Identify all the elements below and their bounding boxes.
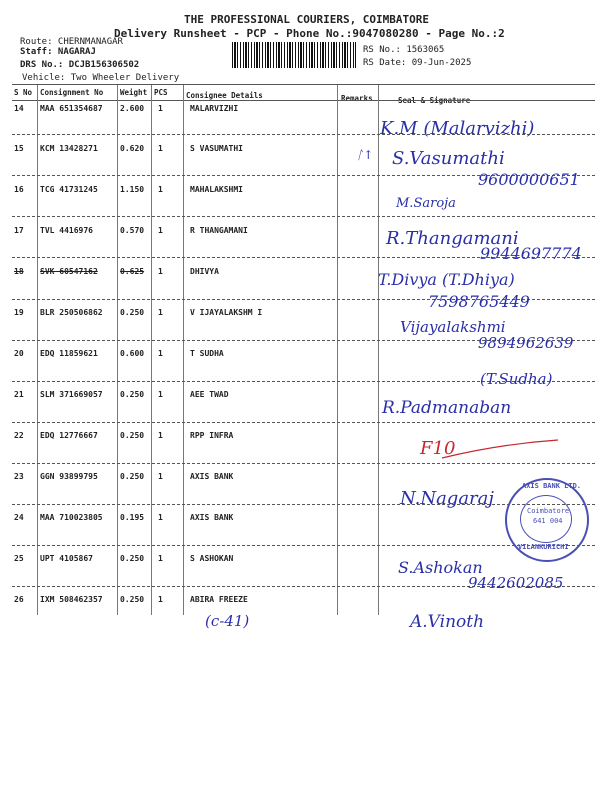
signature-row-14: K.M (Malarvizhi) (380, 118, 535, 139)
rs-number: RS No.: 1563065 (363, 45, 445, 55)
rs-date: RS Date: 09-Jun-2025 (363, 58, 472, 68)
row-consignment: MAA 651354687 (40, 104, 103, 113)
row-weight: 0.250 (120, 431, 145, 440)
row-consignment: UPT 4105867 (40, 554, 93, 563)
col-header-consignee: Consignee Details (186, 91, 263, 100)
col-header-sno: S No (14, 88, 33, 97)
row-pcs: 1 (158, 595, 163, 604)
row-rule (12, 422, 595, 423)
phone-row-25: 9442602085 (468, 574, 564, 592)
row-sno: 15 (14, 144, 24, 153)
row-pcs: 1 (158, 308, 163, 317)
signature-row-25: S.Ashokan (398, 558, 483, 577)
row-sno: 17 (14, 226, 24, 235)
col-divider (151, 85, 152, 615)
row-consignment: SLM 371669057 (40, 390, 103, 399)
signature-row-20: (T.Sudha) (480, 370, 553, 388)
red-pen-mark (440, 436, 560, 466)
note-row-26: (c-41) (205, 612, 250, 630)
stamp-line-3: 641 004 (533, 517, 563, 525)
row-pcs: 1 (158, 390, 163, 399)
row-weight: 1.150 (120, 185, 145, 194)
signature-row-17: R.Thangamani (386, 228, 519, 249)
row-weight: 0.620 (120, 144, 145, 153)
row-consignee: MAHALAKSHMI (190, 185, 243, 194)
stamp-line-4: VILANKURICHI (518, 543, 569, 551)
row-sno: 14 (14, 104, 24, 113)
row-pcs: 1 (158, 349, 163, 358)
stamp-line-1: AXIS BANK LTD. (522, 482, 582, 490)
stamp-line-2: Coimbatore (527, 507, 570, 515)
row-sno: 21 (14, 390, 24, 399)
row-weight: 0.250 (120, 390, 145, 399)
row-consignee: S ASHOKAN (190, 554, 234, 563)
signature-row-19: Vijayalakshmi (400, 318, 506, 336)
col-header-seal: Seal & Signature (398, 96, 471, 105)
col-header-pcs: PCS (154, 88, 168, 97)
col-divider (183, 85, 184, 615)
col-divider (117, 85, 118, 615)
row-weight: 0.250 (120, 595, 145, 604)
runsheet-title: Delivery Runsheet - PCP - Phone No.:9047080280 - Page No.:2 (114, 27, 505, 40)
route-label: Route: CHERNMANAGAR (20, 37, 123, 47)
row-consignee: R THANGAMANI (190, 226, 248, 235)
row-consignment: TVL 4416976 (40, 226, 93, 235)
signature-row-18: T.Divya (T.Dhiya) (378, 270, 515, 289)
row-weight: 0.570 (120, 226, 145, 235)
row-consignee: S VASUMATHI (190, 144, 243, 153)
row-consignee: AXIS BANK (190, 513, 234, 522)
row-consignee: ABIRA FREEZE (190, 595, 248, 604)
row-consignment: IXM 508462357 (40, 595, 103, 604)
row-pcs: 1 (158, 472, 163, 481)
row-pcs: 1 (158, 185, 163, 194)
row-consignee: T SUDHA (190, 349, 224, 358)
row-consignment: GGN 93899795 (40, 472, 98, 481)
row-consignment: MAA 710023805 (40, 513, 103, 522)
signature-row-21: R.Padmanaban (382, 398, 512, 418)
row-sno: 19 (14, 308, 24, 317)
row-pcs: 1 (158, 226, 163, 235)
phone-row-19: 9894962639 (478, 334, 574, 352)
remark-row-22: F10 (420, 438, 456, 459)
signature-row-23: N.Nagaraj (400, 488, 494, 509)
row-rule (12, 545, 595, 546)
company-title: THE PROFESSIONAL COURIERS, COIMBATORE (184, 13, 430, 26)
phone-row-17: 9944697774 (480, 244, 582, 263)
row-sno: 25 (14, 554, 24, 563)
table-header-rule (12, 100, 595, 101)
signature-row-16: M.Saroja (396, 196, 456, 211)
row-sno: 16 (14, 185, 24, 194)
row-sno: 18 (14, 267, 24, 276)
row-consignment: TCG 41731245 (40, 185, 98, 194)
phone-row-15: 9600000651 (478, 170, 580, 189)
row-pcs: 1 (158, 431, 163, 440)
staff-label: Staff: NAGARAJ (20, 47, 96, 57)
col-header-weight: Weight (120, 88, 148, 97)
row-consignment: EDQ 11859621 (40, 349, 98, 358)
row-pcs: 1 (158, 104, 163, 113)
remark-row-15: ᛚ↑ (356, 148, 374, 162)
col-header-consignment: Consignment No (40, 88, 104, 97)
row-weight: 0.625 (120, 267, 145, 276)
row-consignee: AXIS BANK (190, 472, 234, 481)
row-pcs: 1 (158, 554, 163, 563)
col-divider (337, 85, 338, 615)
signature-row-15: S.Vasumathi (392, 148, 505, 169)
row-consignment: EDQ 12776667 (40, 431, 98, 440)
row-consignee: AEE TWAD (190, 390, 229, 399)
row-pcs: 1 (158, 267, 163, 276)
row-sno: 26 (14, 595, 24, 604)
row-consignment: SVK 60547162 (40, 267, 98, 276)
col-header-remarks: Remarks (341, 94, 373, 103)
phone-row-18: 7598765449 (428, 292, 530, 311)
row-sno: 22 (14, 431, 24, 440)
row-weight: 0.600 (120, 349, 145, 358)
row-sno: 23 (14, 472, 24, 481)
row-weight: 0.250 (120, 472, 145, 481)
col-divider (378, 85, 379, 615)
table-top-rule (12, 84, 595, 85)
row-sno: 24 (14, 513, 24, 522)
drs-label: DRS No.: DCJB156306502 (20, 60, 140, 70)
row-consignee: MALARVIZHI (190, 104, 239, 113)
row-sno: 20 (14, 349, 24, 358)
barcode (232, 42, 356, 68)
row-weight: 2.600 (120, 104, 145, 113)
row-weight: 0.250 (120, 308, 145, 317)
signature-row-26: A.Vinoth (410, 612, 485, 632)
row-pcs: 1 (158, 144, 163, 153)
row-consignment: BLR 250506862 (40, 308, 103, 317)
row-pcs: 1 (158, 513, 163, 522)
col-divider (37, 85, 38, 615)
row-consignee: V IJAYALAKSHM I (190, 308, 263, 317)
row-weight: 0.250 (120, 554, 145, 563)
row-consignee: DHIVYA (190, 267, 219, 276)
row-consignee: RPP INFRA (190, 431, 234, 440)
vehicle-label: Vehicle: Two Wheeler Delivery (22, 73, 180, 83)
row-rule (12, 216, 595, 217)
row-weight: 0.195 (120, 513, 145, 522)
row-consignment: KCM 13428271 (40, 144, 98, 153)
